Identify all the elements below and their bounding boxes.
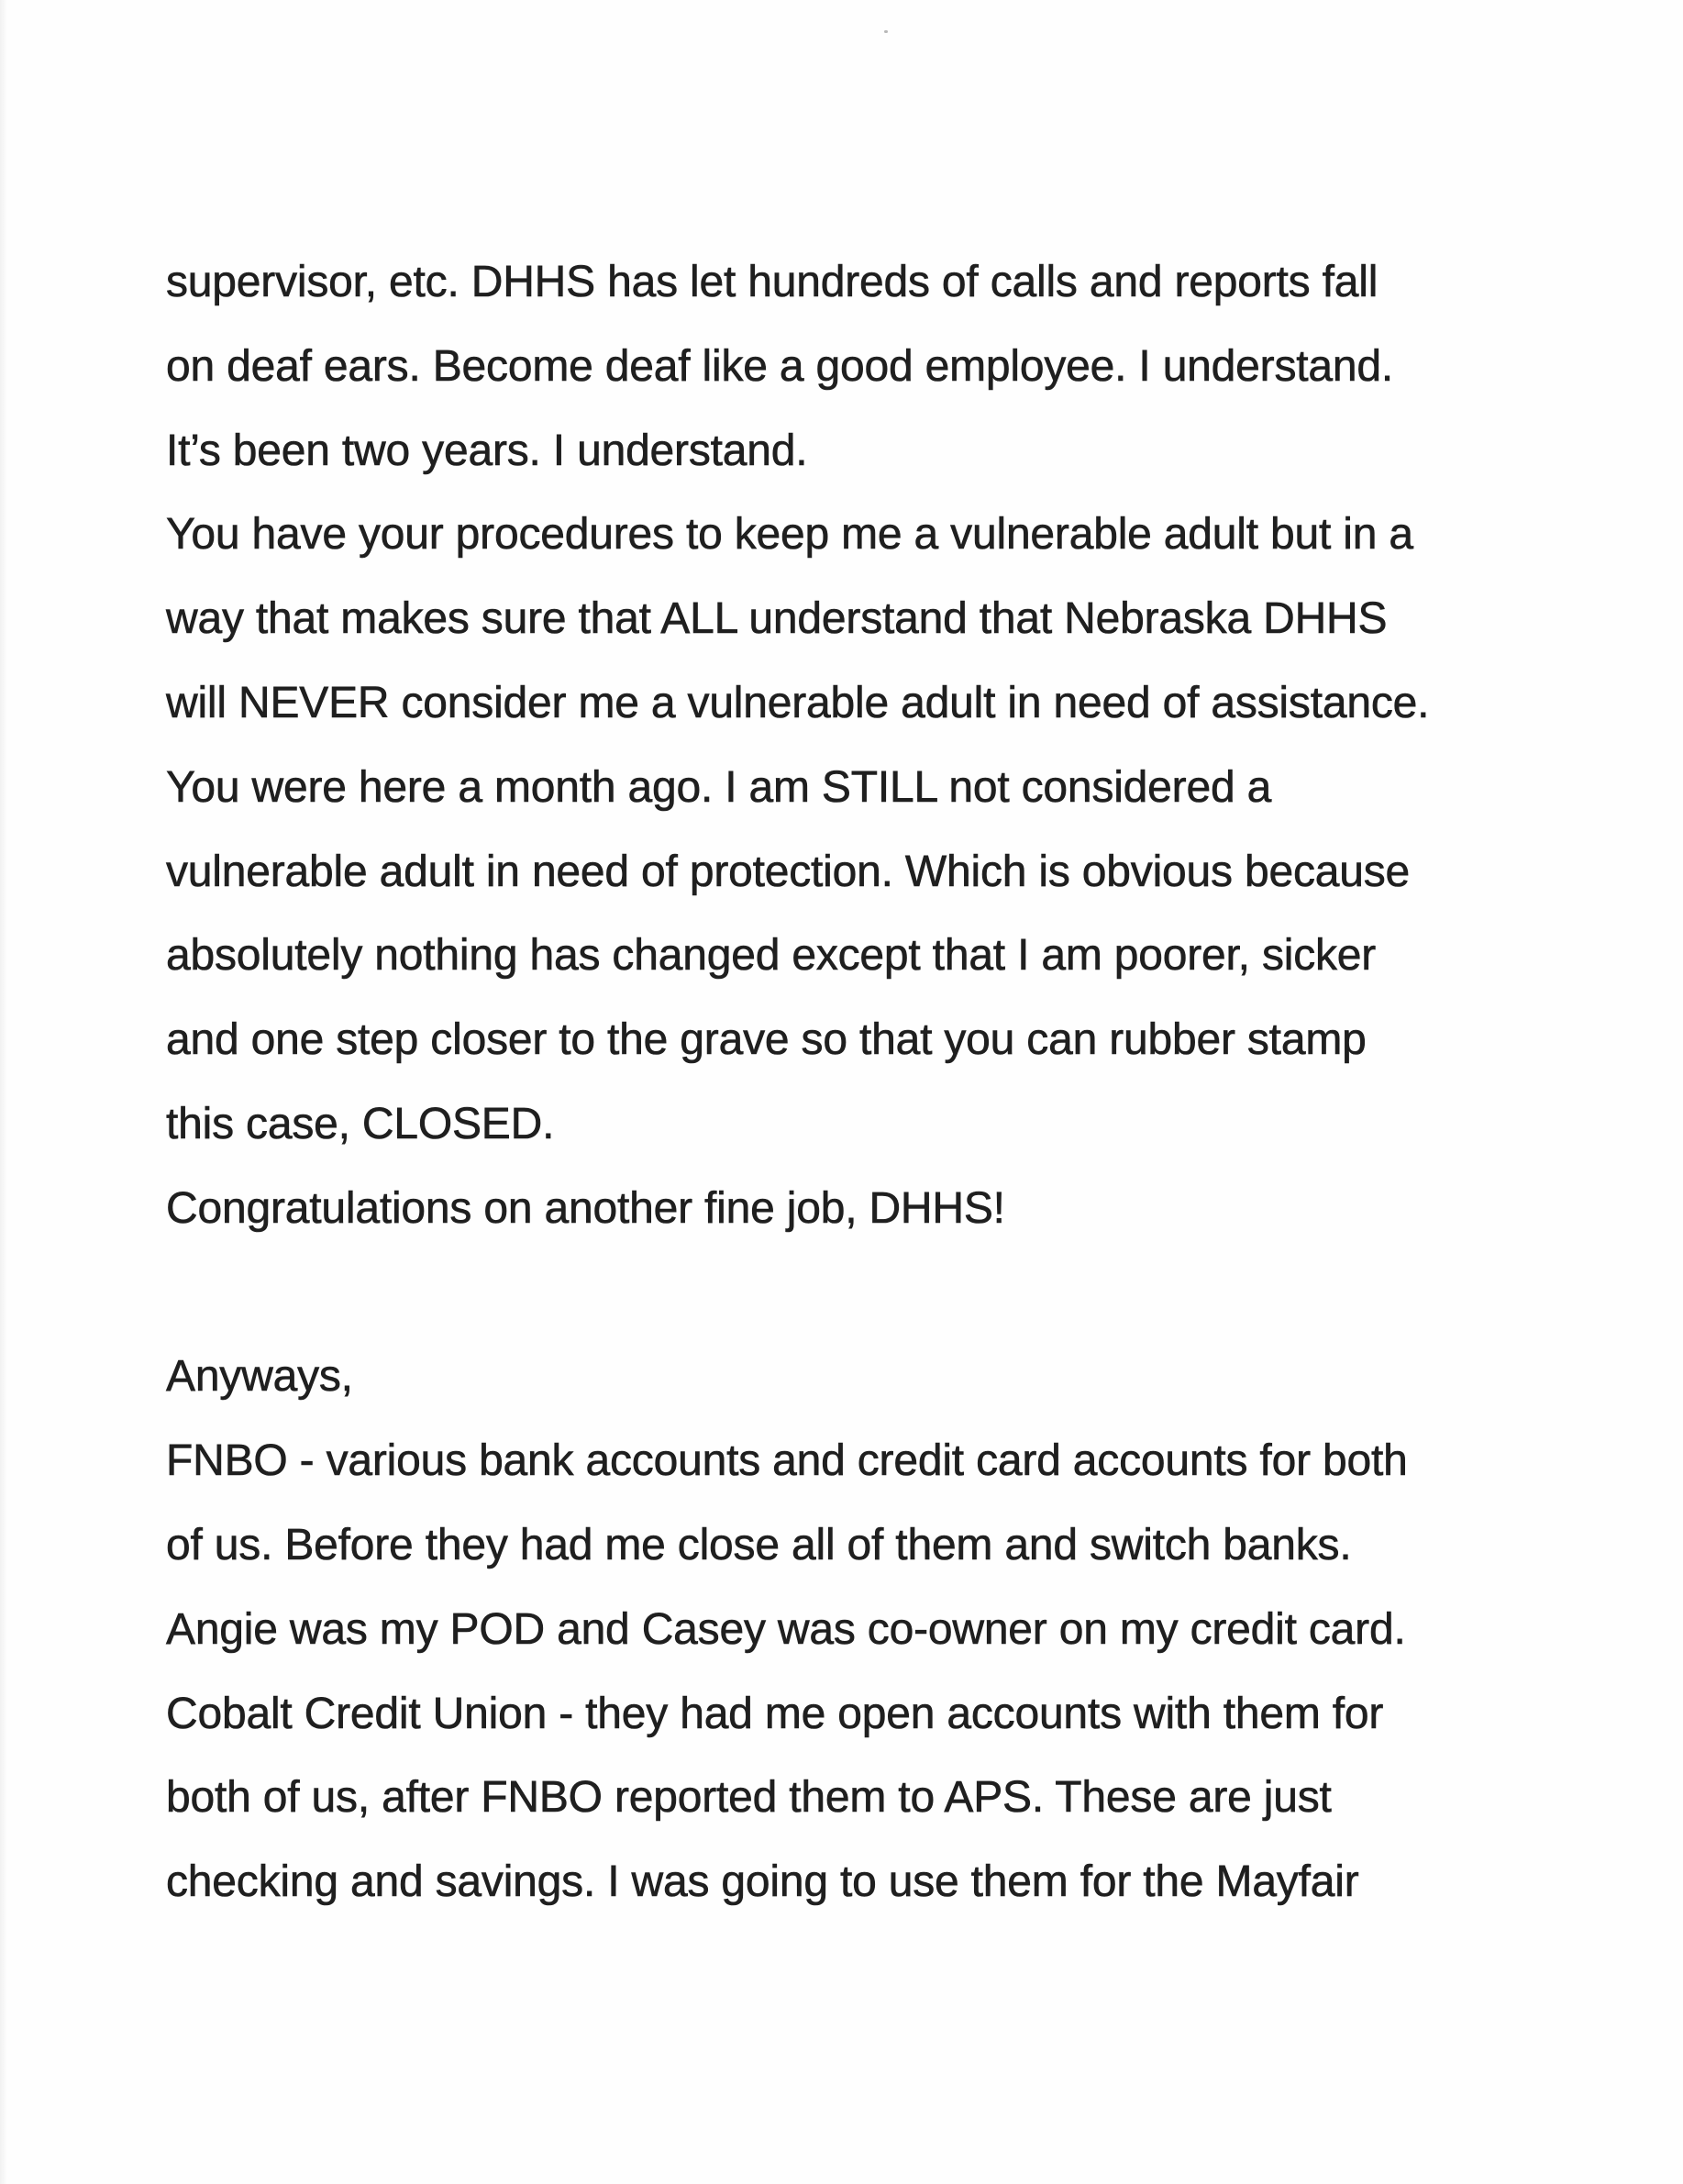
paragraph-gap xyxy=(166,1251,1560,1336)
text-line: both of us, after FNBO reported them to APS. These are just xyxy=(166,1773,1332,1823)
text-line: this case, CLOSED. xyxy=(166,1099,555,1148)
text-line: absolutely nothing has changed except that I am poorer, sicker xyxy=(166,931,1377,981)
text-line: Congratulations on another fine job, DHHS! xyxy=(166,1183,1005,1233)
text-line: You have your procedures to keep me a vulnerable adult but in a xyxy=(166,510,1413,560)
text-line: FNBO - various bank accounts and credit card accounts for both xyxy=(166,1436,1408,1486)
text-line: Anyways, xyxy=(166,1352,353,1402)
text-line: Angie was my POD and Casey was co-owner on my credit card. xyxy=(166,1604,1406,1654)
text-line: Cobalt Credit Union - they had me open accounts with them for xyxy=(166,1689,1384,1738)
text-line: way that makes sure that ALL understand that Nebraska DHHS xyxy=(166,594,1388,644)
scan-edge-shadow xyxy=(0,0,7,2184)
text-line: It’s been two years. I understand. xyxy=(166,426,808,475)
text-line: checking and savings. I was going to use them for the Mayfair xyxy=(166,1857,1359,1907)
text-line: will NEVER consider me a vulnerable adult in need of assistance. xyxy=(166,678,1430,727)
scan-speck xyxy=(884,30,888,33)
text-line: You were here a month ago. I am STILL not considered a xyxy=(166,762,1272,812)
text-line: of us. Before they had me close all of them and switch banks. xyxy=(166,1520,1352,1569)
text-line: on deaf ears. Become deaf like a good employee. I understand. xyxy=(166,341,1394,391)
text-line: and one step closer to the grave so that you can rubber stamp xyxy=(166,1015,1367,1065)
letter-body xyxy=(166,240,1560,1924)
text-line: vulnerable adult in need of protection. Which is obvious because xyxy=(166,847,1411,896)
text-line: supervisor, etc. DHHS has let hundreds of calls and reports fall xyxy=(166,258,1379,306)
